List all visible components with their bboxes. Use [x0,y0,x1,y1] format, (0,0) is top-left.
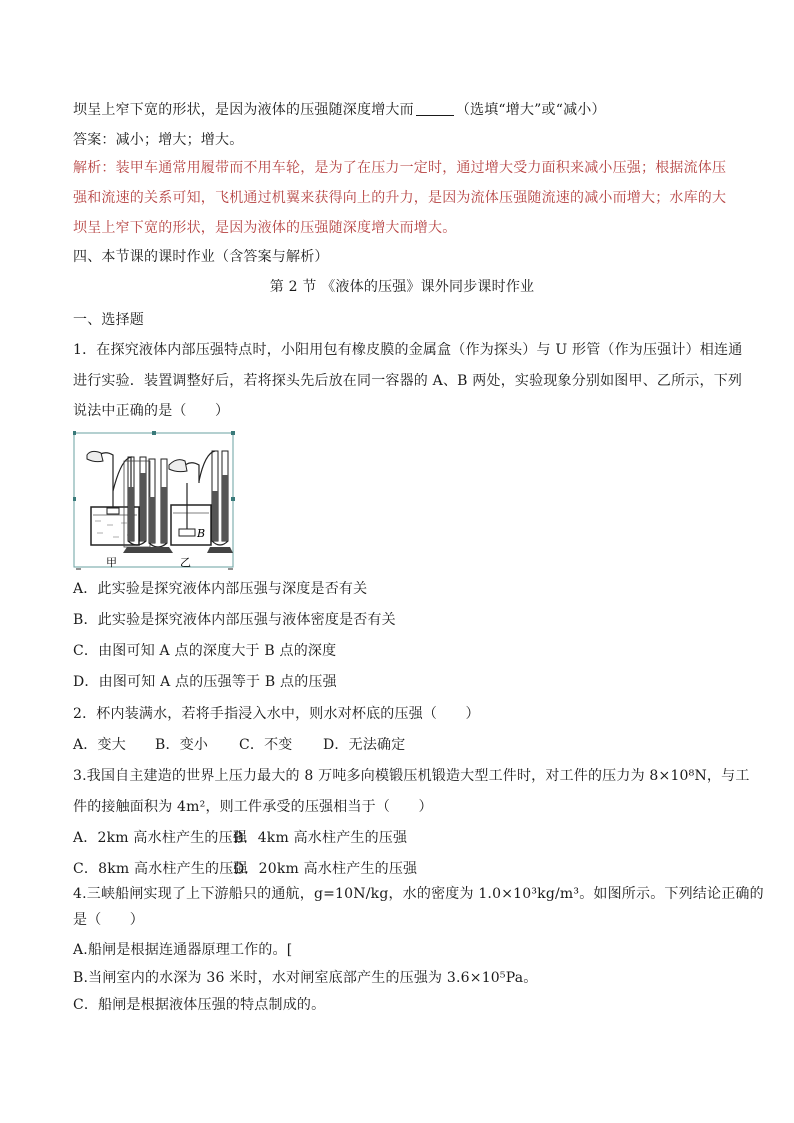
q2-option-c: C．不变 [239,737,293,753]
beaker-right [169,460,211,545]
q2-options [73,735,734,755]
q1-figure-pressure-gauge [73,431,235,571]
q1-option-a: A．此实验是探究液体内部压强与深度是否有关 [73,581,368,597]
frame-handle [73,497,76,501]
figure-label-jia: 甲 [106,556,117,569]
q3-stem-1: 3.我国自主建造的世界上压力最大的 8 万吨多向模锻压机锻造大型工件时，对工件的压力为 8×10⁸N，与工 [73,768,750,784]
u-tube-left [113,457,151,553]
worksheet-title: 第 2 节 《液体的压强》课外同步课时作业 [269,279,535,295]
q3-option-a: A．2km 高水柱产生的压强 [73,830,248,846]
q3-option-c: C．8km 高水柱产生的压强 [73,861,248,877]
q1-option-d: D．由图可知 A 点的压强等于 B 点的压强 [73,674,337,690]
q3-options-row-2 [73,859,734,879]
q3-options-row-1 [73,828,734,848]
q2-option-d: D．无法确定 [323,737,406,753]
q4-option-c: C．船闸是根据液体压强的特点制成的。 [73,997,326,1013]
q1-stem-2: 进行实验．装置调整好后，若将探头先后放在同一容器的 A、B 两处，实验现象分别如图甲、乙所示，下列 [73,373,743,389]
frame-handle [231,431,235,435]
q3-stem-2: 件的接触面积为 4m²，则工件承受的压强相当于（ ） [73,799,433,815]
analysis-line-3: 坝呈上窄下宽的形状，是因为液体的压强随深度增大而增大。 [73,220,457,236]
q4-stem-2: 是（ ） [73,912,144,928]
intro-text-b: （选填“增大”或“减小） [455,102,606,118]
intro-text-a: 坝呈上窄下宽的形状，是因为液体的压强随深度增大而 [73,102,414,118]
frame-handle [152,431,156,435]
q1-option-c: C．由图可知 A 点的深度大于 B 点的深度 [73,643,337,659]
intro-line-1 [73,100,734,120]
q1-figure-svg [73,431,235,571]
q4-stem-1: 4.三峡船闸实现了上下游船只的通航，g=10N/kg，水的密度为 1.0×10³kg/m³。如图所示。下列结论正确的 [73,886,764,902]
q2-option-b: B．变小 [155,737,209,753]
analysis-line-2: 强和流速的关系可知，飞机通过机翼来获得向上的升力，是因为流体压强随流速的减小而增大；水库的大 [73,190,727,206]
q4-option-a: A.船闸是根据连通器原理工作的。[ [73,942,293,958]
analysis-line-1: 解析：装甲车通常用履带而不用车轮，是为了在压力一定时，通过增大受力面积来减小压强；根据流体压 [73,160,727,176]
frame-handle [231,497,235,501]
part-heading: 一、选择题 [73,312,144,328]
q1-stem-3: 说法中正确的是（ ） [73,403,230,419]
q3-option-d: D．20km 高水柱产生的压强 [233,861,418,877]
figure-label-yi: 乙 [180,556,191,569]
q1-stem-1: 1．在探究液体内部压强特点时，小阳用包有橡皮膜的金属盒（作为探头）与 U 形管（作为压强计）相连通 [73,342,743,358]
q3-option-b: B．4km 高水柱产生的压强 [233,830,408,846]
q2-stem: 2．杯内装满水，若将手指浸入水中，则水对杯底的压强（ ） [73,706,480,722]
q2-option-a: A．变大 [73,737,126,753]
q1-option-b: B．此实验是探究液体内部压强与液体密度是否有关 [73,612,396,628]
answer-line: 答案：减小；增大；增大。 [73,132,244,148]
fill-blank [416,101,454,116]
section-heading: 四、本节课的课时作业（含答案与解析） [73,249,329,265]
svg-text:B: B [197,527,206,540]
q4-option-b: B.当闸室内的水深为 36 米时，水对闸室底部产生的压强为 3.6×10⁵Pa。 [73,970,538,986]
frame-handle [73,431,76,435]
u-tube-middle [143,459,173,553]
